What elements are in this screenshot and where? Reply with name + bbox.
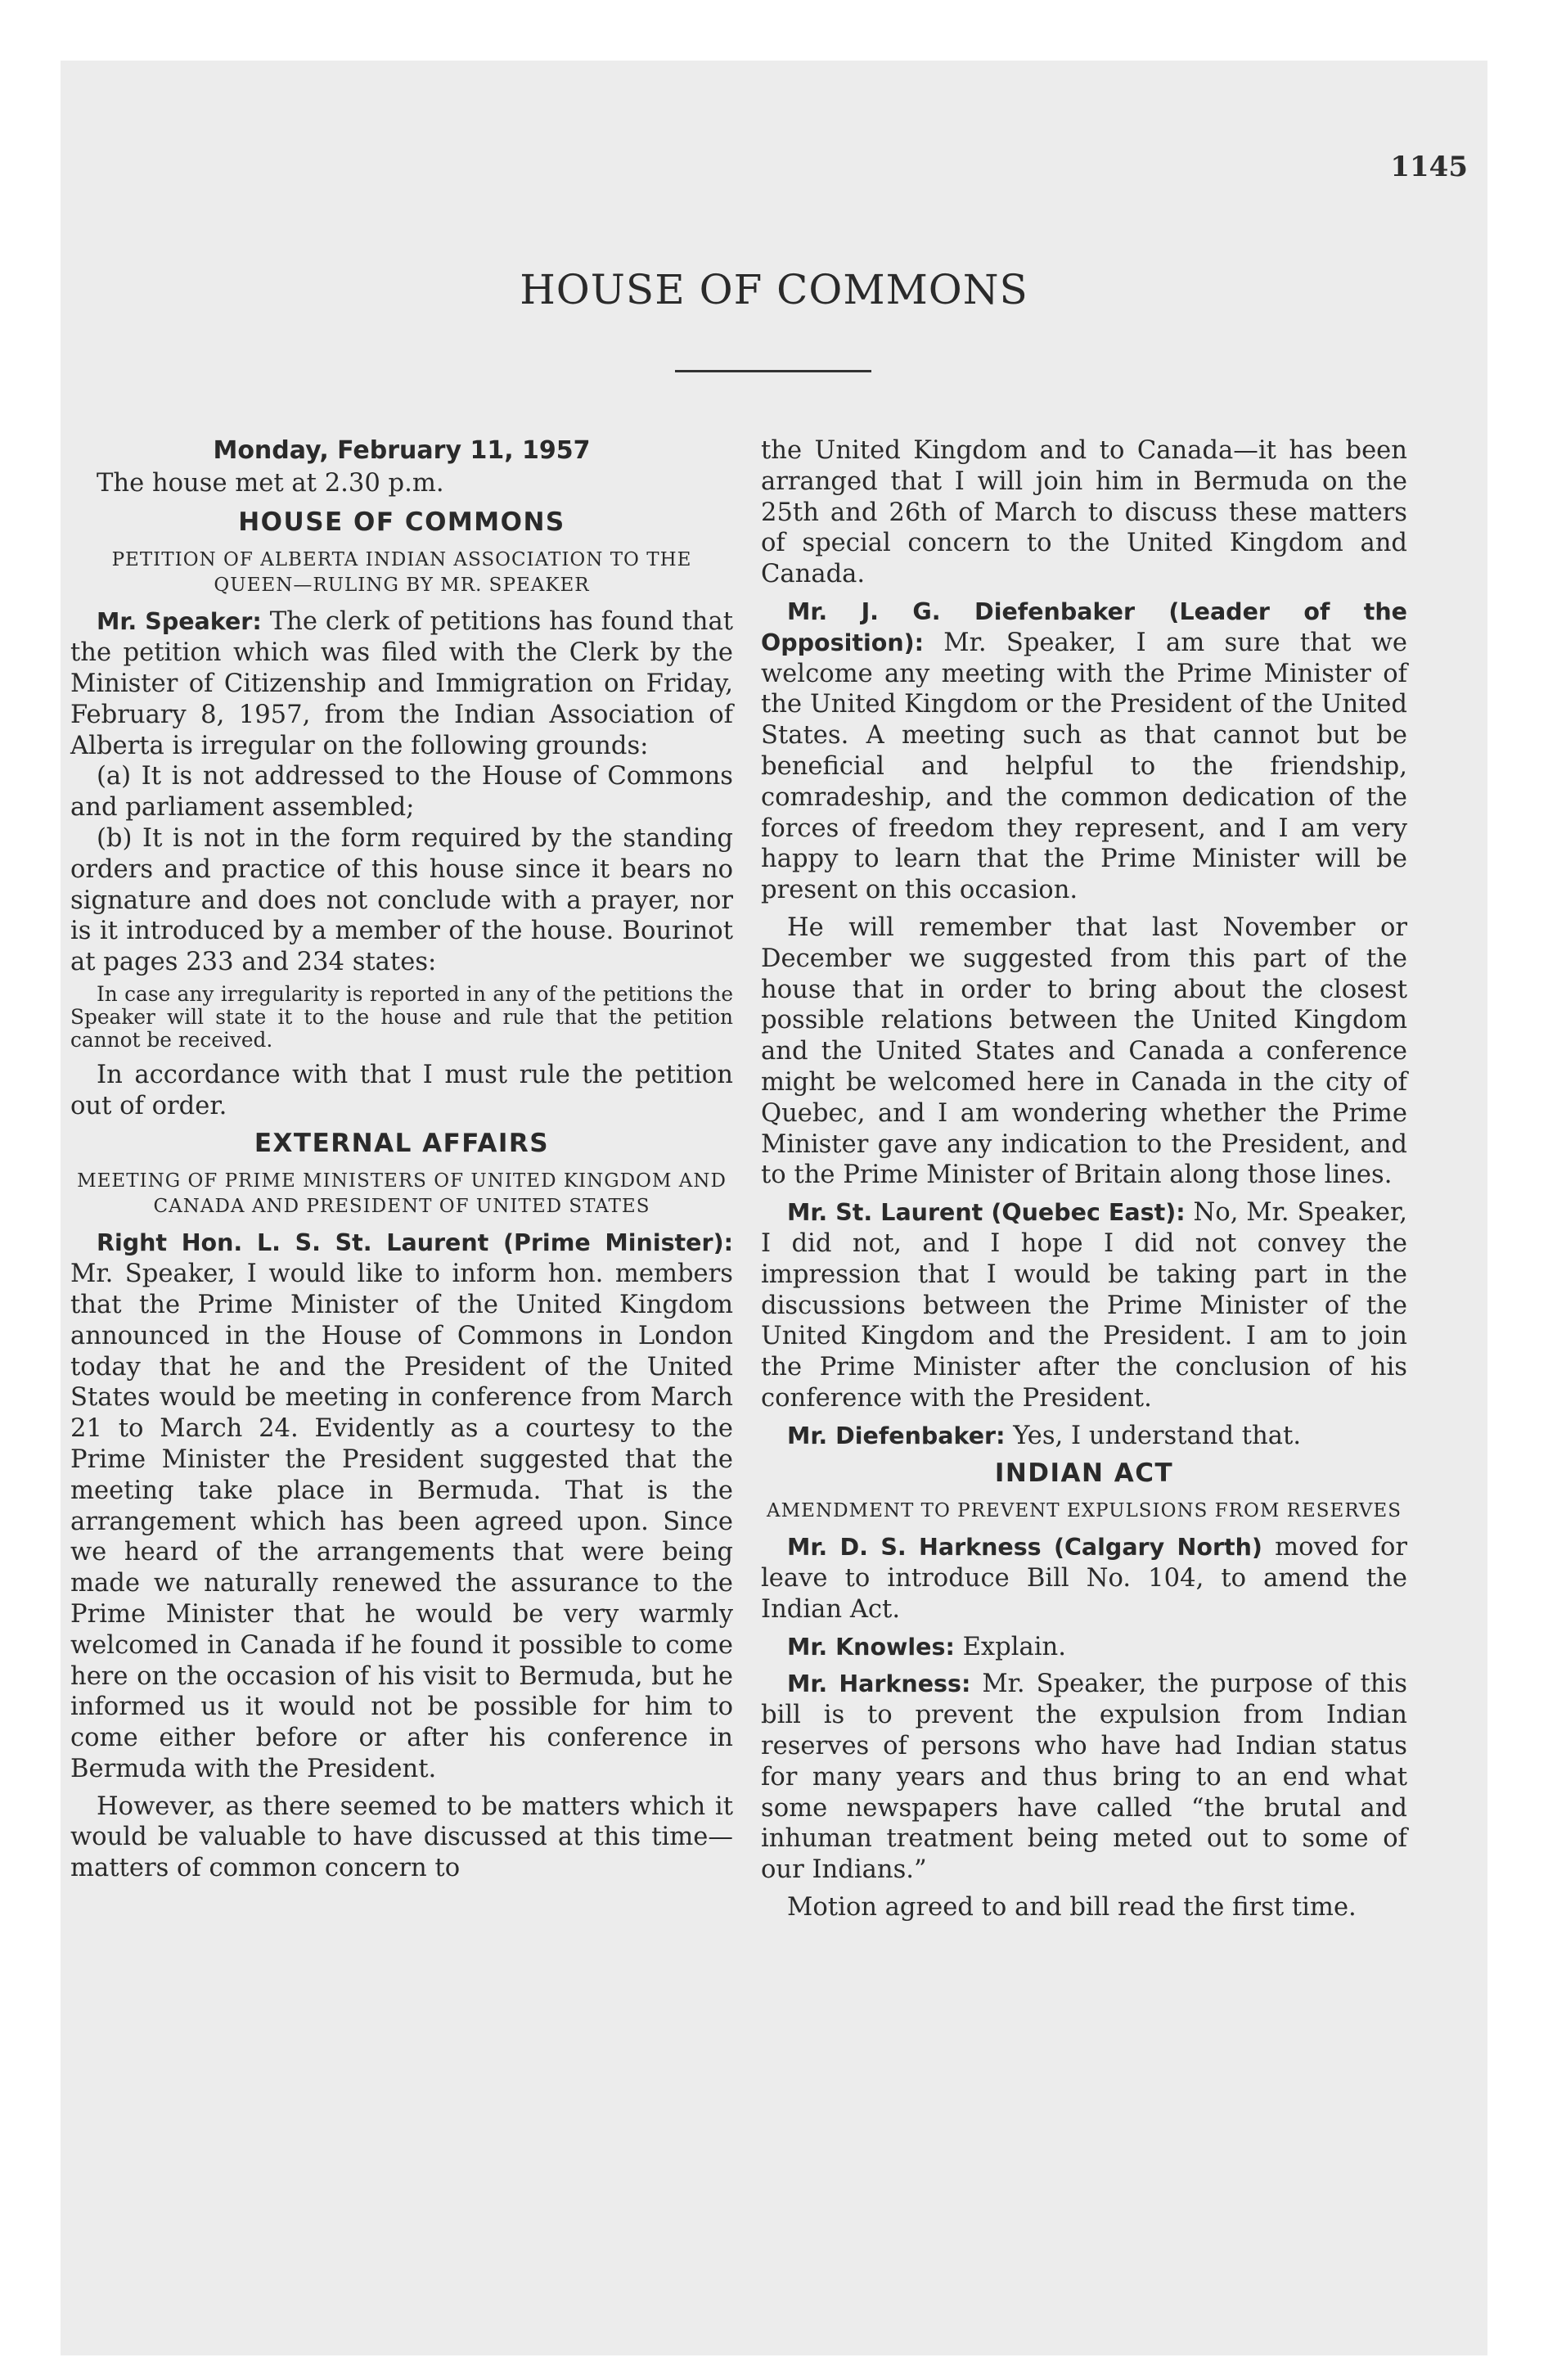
speaker-name: Mr. D. S. Harkness (Calgary North) [787, 1534, 1262, 1562]
section-heading-house-of-commons: HOUSE OF COMMONS [238, 507, 565, 537]
subheading-petition: PETITION OF ALBERTA INDIAN ASSOCIATION TO THE QUEEN—RULING BY MR. SPEAKER [111, 549, 692, 597]
page-title: HOUSE OF COMMONS [520, 266, 1028, 313]
page-number: 1145 [1390, 151, 1468, 183]
paragraph: Right Hon. L. S. St. Laurent (Prime Minister): Mr. Speaker, I would like to inform hon. members that the Prime Minister of the United Kingdom announced in the House of Commons in London today that he and the President of the United States would be meeting in conference from March 21 to March 24. Evidently as a courtesy to the Prime Minister the President suggested that the meeting take place in Bermuda. That is the arrangement which has been agreed upon. Since we heard of the arrangements that were being made we naturally renewed the assurance to the Prime Minister that he would be very warmly welcomed in Canada if he found it possible to come here on the occasion of his visit to Bermuda, but he informed us it would not be possible for him to come either before or after his conference in Bermuda with the President. [70, 1229, 733, 1783]
paragraph: Motion agreed to and bill read the first time. [787, 1893, 1357, 1922]
paragraph: (a) It is not addressed to the House of Commons and parliament assembled; [70, 762, 733, 823]
right-column [761, 435, 1407, 1923]
sitting-opening: The house met at 2.30 p.m. [97, 468, 444, 498]
subheading-amendment: AMENDMENT TO PREVENT EXPULSIONS FROM RESERVES [767, 1500, 1402, 1522]
paragraph: Mr. Harkness: Mr. Speaker, the purpose of this bill is to prevent the expulsion from Indian reserves of persons who have had Indian status for many years and thus bring to an end what some newspapers have called “the brutal and inhuman treatment being meted out to some of our Indians.” [761, 1670, 1407, 1885]
speaker-name: Mr. J. G. Diefenbaker (Leader of the Opposition): [761, 597, 1407, 656]
paragraph: Mr. Knowles: Explain. [787, 1632, 1066, 1661]
paragraph: Mr. D. S. Harkness (Calgary North) moved for leave to introduce Bill No. 104, to amend the Indian Act. [761, 1533, 1407, 1624]
title-divider [675, 370, 871, 372]
speaker-name: Mr. St. Laurent (Quebec East): [787, 1199, 1186, 1227]
paragraph: Mr. Diefenbaker: Yes, I understand that. [787, 1421, 1302, 1450]
paragraph: Mr. St. Laurent (Quebec East): No, Mr. Speaker, I did not, and I hope I did not convey the impression that I would be taking part in the discussions between the Prime Minister of the United Kingdom and the President. I am to join the Prime Minister after the conclusion of his conference with the President. [761, 1198, 1407, 1413]
paragraph: the United Kingdom and to Canada—it has been arranged that I will join him in Bermuda on the 25th and 26th of March to discuss these matters of special concern to the United Kingdom and Canada. [761, 436, 1407, 589]
speaker-name: Right Hon. L. S. St. Laurent (Prime Minister): [97, 1229, 733, 1257]
speaker-name: Mr. Diefenbaker: [787, 1422, 1006, 1449]
paragraph: He will remember that last November or December we suggested from this part of the house that in order to bring about the closest possible relations between the United Kingdom and the United States and Canada a conference might be welcomed here in Canada in the city of Quebec, and I am wondering whether the Prime Minister gave any indication to the President, and to the Prime Minister of Britain along those lines. [761, 913, 1407, 1190]
paragraph: In accordance with that I must rule the petition out of order. [70, 1060, 733, 1120]
sitting-date: Monday, February 11, 1957 [213, 436, 591, 465]
speaker-name: Mr. Harkness: [787, 1670, 971, 1698]
paragraph: Mr. J. G. Diefenbaker (Leader of the Opposition): Mr. Speaker, I am sure that we welcome any meeting with the Prime Minister of the United Kingdom or the President of the United States. A meeting such as that cannot but be beneficial and helpful to the friendship, comradeship, and the common dedication of the forces of freedom they represent, and I am very happy to learn that the Prime Minister will be present on this occasion. [761, 597, 1407, 905]
block-quote: In case any irregularity is reported in any of the petitions the Speaker will state it to the house and rule that the petition cannot be received. [70, 981, 733, 1052]
paragraph: However, as there seemed to be matters which it would be valuable to have discussed at this time—matters of common concern to [70, 1792, 733, 1883]
subheading-meeting: MEETING OF PRIME MINISTERS OF UNITED KINGDOM AND CANADA AND PRESIDENT OF UNITED STATES [77, 1170, 727, 1218]
left-column [70, 435, 733, 1884]
paragraph: Mr. Speaker: The clerk of petitions has found that the petition which was filed with the Clerk by the Minister of Citizenship and Immigration on Friday, February 8, 1957, from the Indian Association of Alberta is irregular on the following grounds: [70, 607, 733, 760]
speaker-name: Mr. Knowles: [787, 1633, 955, 1661]
paragraph: (b) It is not in the form required by the standing orders and practice of this house since it bears no signature and does not conclude with a prayer, nor is it introduced by a member of the house. Bourinot at pages 233 and 234 states: [70, 823, 733, 977]
speaker-name: Mr. Speaker: [97, 608, 262, 636]
section-heading-external-affairs: EXTERNAL AFFAIRS [254, 1128, 550, 1158]
section-heading-indian-act: INDIAN ACT [994, 1458, 1174, 1488]
